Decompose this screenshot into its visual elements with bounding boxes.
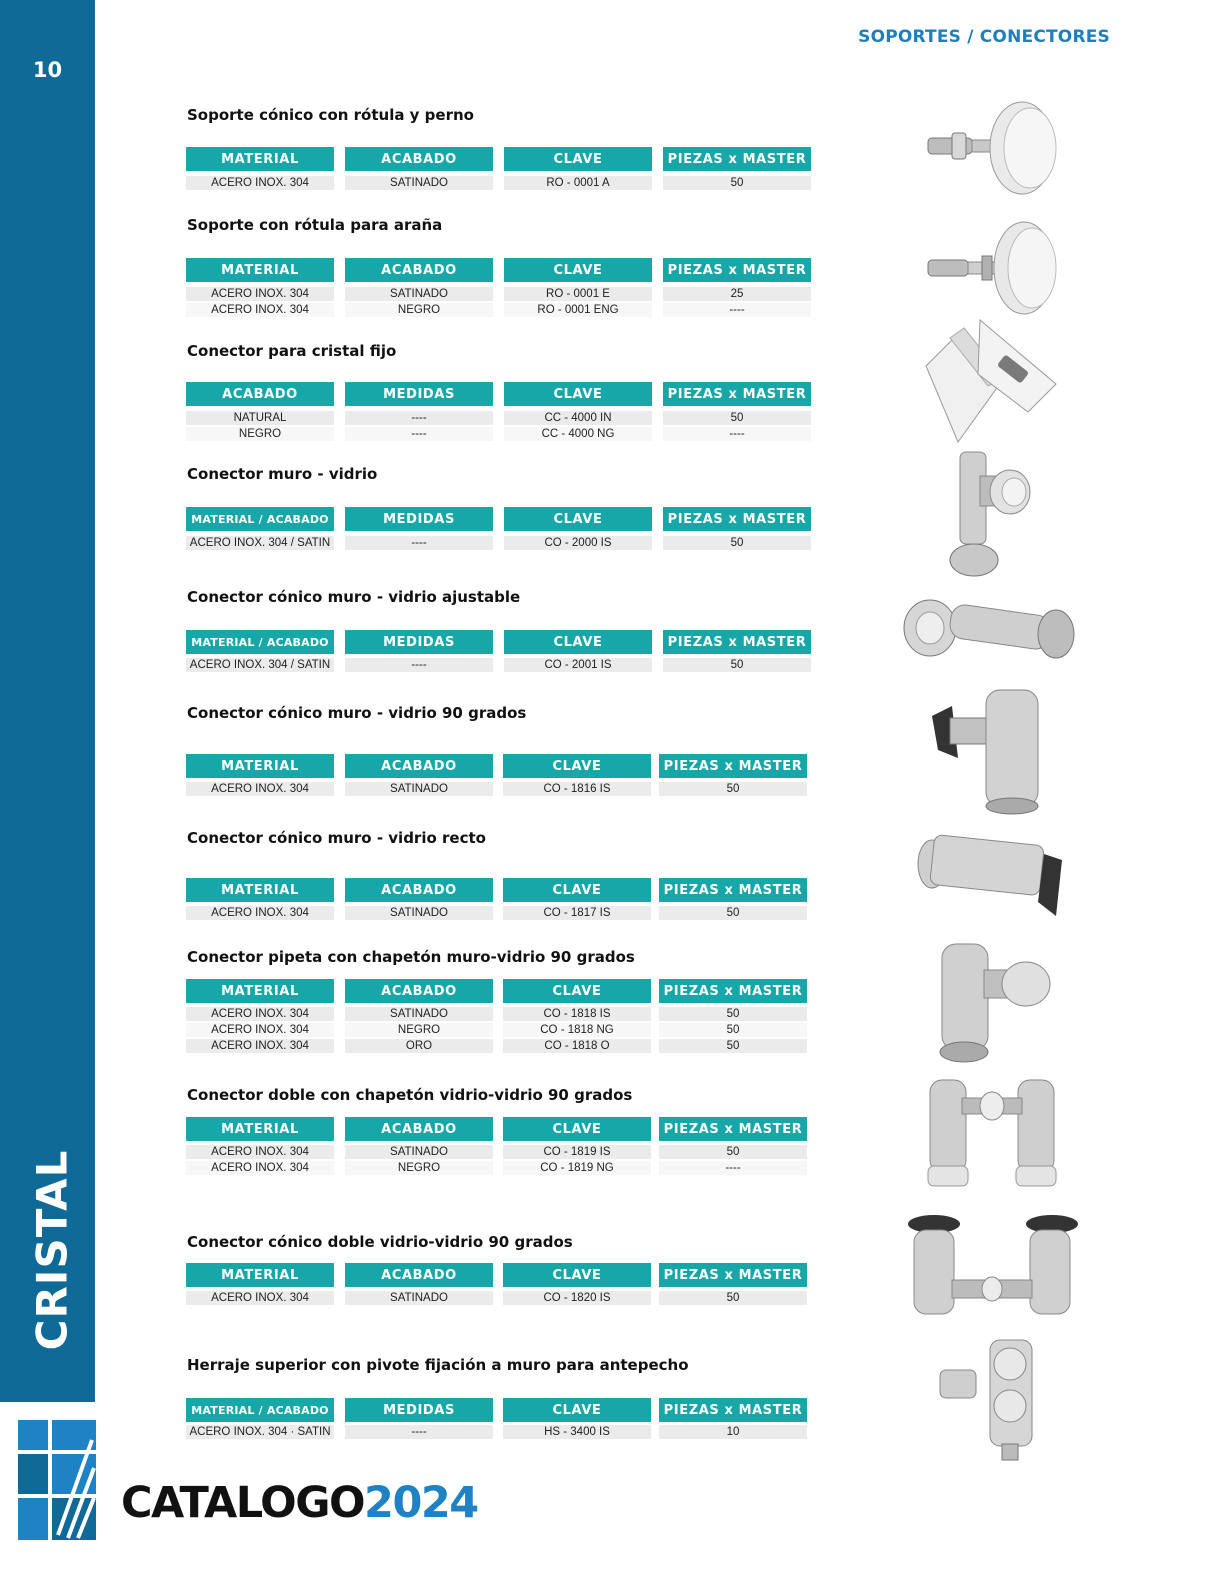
- table-cell: ACERO INOX. 304 · SATIN: [186, 1425, 334, 1439]
- table-cell: ----: [345, 427, 493, 441]
- table-header-cell: CLAVE: [503, 878, 651, 902]
- pipette-connector-icon: [934, 940, 1054, 1066]
- table-cell: 50: [659, 1007, 807, 1021]
- table-header-cell: CLAVE: [504, 147, 652, 171]
- table-header-cell: PIEZAS x MASTER: [663, 630, 811, 654]
- table-cell: NEGRO: [345, 303, 493, 317]
- table-cell: 50: [659, 1291, 807, 1305]
- table-cell: 50: [659, 1023, 807, 1037]
- table-header-cell: MEDIDAS: [345, 630, 493, 654]
- table-cell: ACERO INOX. 304: [186, 303, 334, 317]
- brand-logo: [18, 1420, 96, 1540]
- page-number: 10: [32, 58, 63, 82]
- table-header-cell: MATERIAL: [186, 754, 334, 778]
- table-header-cell: PIEZAS x MASTER: [659, 878, 807, 902]
- table-cell: CO - 1818 O: [503, 1039, 651, 1053]
- connector-90-icon: [928, 688, 1048, 816]
- table-cell: SATINADO: [345, 906, 493, 920]
- table-header-cell: CLAVE: [503, 1263, 651, 1287]
- table-header-cell: ACABADO: [345, 258, 493, 282]
- table-cell: SATINADO: [345, 1145, 493, 1159]
- table-header-cell: PIEZAS x MASTER: [663, 258, 811, 282]
- table-cell: RO - 0001 E: [504, 287, 652, 301]
- catalog-year: 2024: [364, 1478, 478, 1528]
- table-header-cell: MEDIDAS: [345, 382, 493, 406]
- section-title: Conector pipeta con chapetón muro-vidrio 90 grados: [187, 948, 635, 966]
- table-header-cell: MEDIDAS: [345, 1398, 493, 1422]
- table-cell: 50: [663, 176, 811, 190]
- table-header-cell: ACABADO: [345, 979, 493, 1003]
- table-header-cell: ACABADO: [345, 878, 493, 902]
- table-cell: 50: [663, 536, 811, 550]
- straight-connector-icon: [914, 830, 1066, 920]
- table-header-cell: CLAVE: [504, 382, 652, 406]
- table-cell: 50: [659, 1039, 807, 1053]
- table-cell: HS - 3400 IS: [503, 1425, 651, 1439]
- spider-fitting-bolt-icon: [922, 218, 1062, 318]
- table-header-cell: CLAVE: [504, 258, 652, 282]
- table-cell: ACERO INOX. 304: [186, 1291, 334, 1305]
- table-cell: ----: [345, 1425, 493, 1439]
- table-header-cell: PIEZAS x MASTER: [659, 1398, 807, 1422]
- table-cell: CO - 1818 NG: [503, 1023, 651, 1037]
- table-cell: CO - 1819 IS: [503, 1145, 651, 1159]
- table-cell: 50: [659, 782, 807, 796]
- table-cell: NEGRO: [345, 1023, 493, 1037]
- table-header-cell: MATERIAL: [186, 1263, 334, 1287]
- table-cell: CO - 1816 IS: [503, 782, 651, 796]
- table-header-cell: MATERIAL: [186, 147, 334, 171]
- table-header-cell: PIEZAS x MASTER: [659, 979, 807, 1003]
- pivot-hardware-icon: [938, 1336, 1042, 1464]
- table-cell: ----: [345, 536, 493, 550]
- table-cell: 10: [659, 1425, 807, 1439]
- table-header-cell: ACABADO: [345, 1117, 493, 1141]
- table-cell: ----: [659, 1161, 807, 1175]
- table-cell: ORO: [345, 1039, 493, 1053]
- table-cell: SATINADO: [345, 1007, 493, 1021]
- table-header-cell: ACABADO: [345, 1263, 493, 1287]
- table-header-cell: CLAVE: [504, 630, 652, 654]
- table-cell: 25: [663, 287, 811, 301]
- table-cell: RO - 0001 A: [504, 176, 652, 190]
- table-cell: ACERO INOX. 304: [186, 1145, 334, 1159]
- table-cell: SATINADO: [345, 1291, 493, 1305]
- table-header-cell: PIEZAS x MASTER: [663, 147, 811, 171]
- section-title: Conector cónico muro - vidrio recto: [187, 829, 486, 847]
- table-header-cell: PIEZAS x MASTER: [663, 382, 811, 406]
- table-header-cell: MATERIAL: [186, 258, 334, 282]
- table-cell: ----: [345, 658, 493, 672]
- table-cell: CO - 1817 IS: [503, 906, 651, 920]
- table-cell: ----: [663, 303, 811, 317]
- table-cell: CO - 1820 IS: [503, 1291, 651, 1305]
- table-header-cell: ACABADO: [345, 147, 493, 171]
- table-header-cell: PIEZAS x MASTER: [659, 754, 807, 778]
- table-cell: CC - 4000 IN: [504, 411, 652, 425]
- table-header-cell: MATERIAL / ACABADO: [186, 507, 334, 531]
- table-cell: ACERO INOX. 304: [186, 1039, 334, 1053]
- table-cell: ----: [663, 427, 811, 441]
- section-title: Conector cónico muro - vidrio 90 grados: [187, 704, 527, 722]
- table-cell: SATINADO: [345, 782, 493, 796]
- table-cell: CO - 2001 IS: [504, 658, 652, 672]
- table-header-cell: MEDIDAS: [345, 507, 493, 531]
- table-cell: ACERO INOX. 304: [186, 1007, 334, 1021]
- table-cell: CO - 2000 IS: [504, 536, 652, 550]
- spider-fitting-knob-icon: [922, 100, 1062, 196]
- double-conical-connector-icon: [904, 1212, 1080, 1328]
- table-cell: 50: [659, 1145, 807, 1159]
- table-header-cell: CLAVE: [503, 979, 651, 1003]
- table-cell: ACERO INOX. 304: [186, 1023, 334, 1037]
- table-cell: ACERO INOX. 304: [186, 176, 334, 190]
- table-header-cell: PIEZAS x MASTER: [659, 1263, 807, 1287]
- double-connector-icon: [922, 1076, 1062, 1194]
- table-cell: CO - 1819 NG: [503, 1161, 651, 1175]
- table-cell: CO - 1818 IS: [503, 1007, 651, 1021]
- table-header-cell: PIEZAS x MASTER: [663, 507, 811, 531]
- section-title: Conector cónico doble vidrio-vidrio 90 grados: [187, 1233, 573, 1251]
- table-header-cell: ACABADO: [345, 754, 493, 778]
- wedge-connector-icon: [918, 316, 1063, 444]
- section-title: Conector muro - vidrio: [187, 465, 378, 483]
- table-cell: ACERO INOX. 304: [186, 287, 334, 301]
- section-title: Soporte cónico con rótula y perno: [187, 106, 474, 124]
- table-header-cell: ACABADO: [186, 382, 334, 406]
- table-header-cell: MATERIAL: [186, 979, 334, 1003]
- table-cell: NEGRO: [186, 427, 334, 441]
- table-cell: ----: [345, 411, 493, 425]
- table-cell: RO - 0001 ENG: [504, 303, 652, 317]
- table-header-cell: CLAVE: [503, 1398, 651, 1422]
- table-header-cell: PIEZAS x MASTER: [659, 1117, 807, 1141]
- table-header-cell: MATERIAL / ACABADO: [186, 630, 334, 654]
- table-cell: SATINADO: [345, 287, 493, 301]
- table-cell: ACERO INOX. 304: [186, 906, 334, 920]
- table-cell: ACERO INOX. 304 / SATIN: [186, 536, 334, 550]
- table-cell: NEGRO: [345, 1161, 493, 1175]
- table-cell: ACERO INOX. 304: [186, 1161, 334, 1175]
- section-title: Conector doble con chapetón vidrio-vidrio 90 grados: [187, 1086, 633, 1104]
- table-header-cell: MATERIAL: [186, 1117, 334, 1141]
- table-cell: NATURAL: [186, 411, 334, 425]
- table-cell: 50: [663, 658, 811, 672]
- table-cell: ACERO INOX. 304: [186, 782, 334, 796]
- section-title: Herraje superior con pivote fijación a muro para antepecho: [187, 1356, 689, 1374]
- table-cell: 50: [663, 411, 811, 425]
- table-cell: ACERO INOX. 304 / SATIN: [186, 658, 334, 672]
- section-title: Conector cónico muro - vidrio ajustable: [187, 588, 521, 606]
- table-header-cell: MATERIAL: [186, 878, 334, 902]
- table-cell: 50: [659, 906, 807, 920]
- catalog-word: CATALOGO: [121, 1478, 365, 1528]
- adjustable-connector-icon: [900, 588, 1080, 668]
- table-header-cell: CLAVE: [503, 754, 651, 778]
- table-cell: CC - 4000 NG: [504, 427, 652, 441]
- section-side-label: CRISTAL: [27, 1149, 77, 1351]
- section-title: Conector para cristal fijo: [187, 342, 397, 360]
- table-cell: SATINADO: [345, 176, 493, 190]
- section-title: Soporte con rótula para araña: [187, 216, 443, 234]
- wall-glass-connector-icon: [944, 450, 1034, 580]
- table-header-cell: MATERIAL / ACABADO: [186, 1398, 334, 1422]
- page-header-title: SOPORTES / CONECTORES: [858, 27, 1110, 47]
- catalog-title: [121, 1478, 478, 1528]
- table-header-cell: CLAVE: [503, 1117, 651, 1141]
- table-header-cell: CLAVE: [504, 507, 652, 531]
